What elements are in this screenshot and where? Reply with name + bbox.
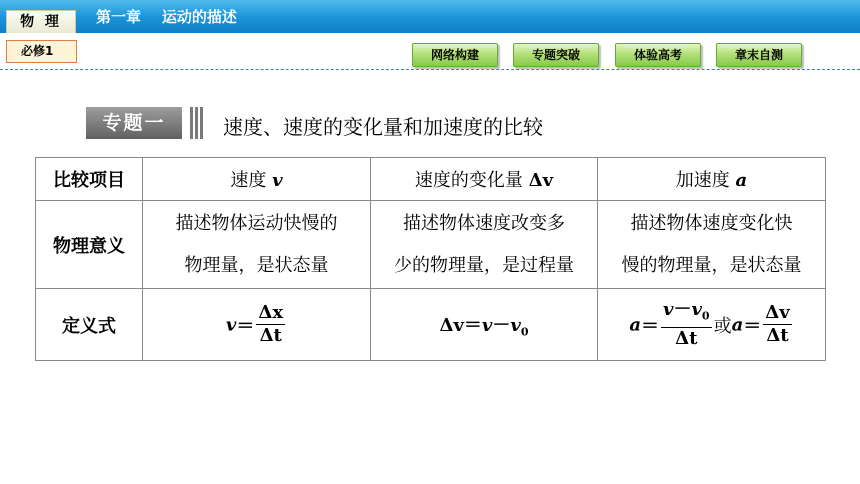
topic-title: 速度、速度的变化量和加速度的比较 bbox=[223, 115, 543, 139]
header-cell-velocity-change: 速度的变化量 Δv bbox=[371, 158, 598, 201]
table-header-row bbox=[36, 158, 826, 201]
nav-button-selftest[interactable]: 章末自测 bbox=[716, 43, 802, 67]
nav-button-network[interactable]: 网络构建 bbox=[412, 43, 498, 67]
topic-bars-decoration bbox=[190, 107, 206, 139]
subject-tab: 物 理 bbox=[6, 10, 76, 33]
cell-formula-velocity: v＝ $\frac{\Delta x}{\Delta t}$ bbox=[143, 289, 371, 361]
header-cell-acceleration: 加速度 a bbox=[598, 158, 826, 201]
row-label-definition: 定义式 bbox=[36, 289, 143, 361]
nav-button-exam[interactable]: 体验高考 bbox=[615, 43, 701, 67]
cell-formula-velocity-change: $\Delta v=v-v_0$ bbox=[371, 289, 598, 361]
row-label-meaning: 物理意义 bbox=[36, 201, 143, 289]
cell-meaning-velocity: 描述物体运动快慢的 物理量，是状态量 bbox=[143, 201, 371, 289]
table-row-meaning bbox=[36, 201, 826, 289]
cell-formula-acceleration: a＝ $\frac{v-v_0}{\Delta t}$ 或a＝ $\frac{\Delta v}{\Delta t}$ bbox=[598, 289, 826, 361]
header-divider bbox=[0, 69, 860, 70]
topic-label: 专题一 bbox=[86, 107, 182, 139]
header-cell-item: 比较项目 bbox=[36, 158, 143, 201]
table-row-definition bbox=[36, 289, 826, 361]
header-cell-velocity: 速度 v bbox=[143, 158, 371, 201]
book-label: 必修1 bbox=[6, 40, 77, 63]
chapter-title: 第一章 运动的描述 bbox=[96, 8, 237, 26]
comparison-table bbox=[35, 157, 826, 361]
cell-meaning-velocity-change: 描述物体速度改变多 少的物理量，是过程量 bbox=[371, 201, 598, 289]
cell-meaning-acceleration: 描述物体速度变化快 慢的物理量，是状态量 bbox=[598, 201, 826, 289]
nav-button-topics[interactable]: 专题突破 bbox=[513, 43, 599, 67]
